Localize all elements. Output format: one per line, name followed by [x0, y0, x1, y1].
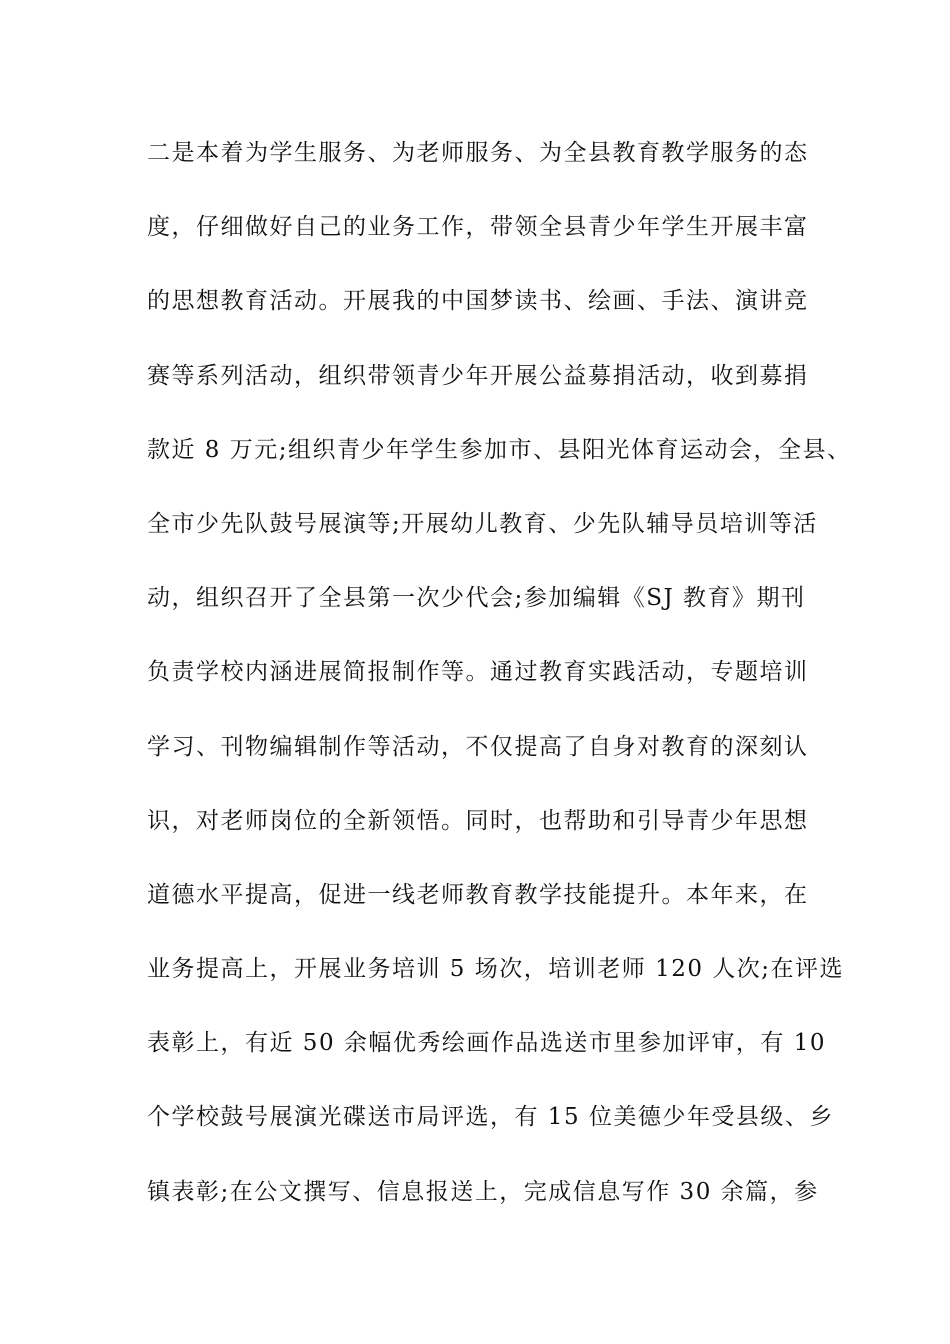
- text-line: 动，组织召开了全县第一次少代会;参加编辑《SJ 教育》期刊: [147, 585, 806, 612]
- text-line: 负责学校内涵进展简报制作等。通过教育实践活动，专题培训: [147, 659, 809, 686]
- text-line: 赛等系列活动，组织带领青少年开展公益募捐活动，收到募捐: [147, 362, 809, 389]
- text-line: 表彰上，有近 50 余幅优秀绘画作品选送市里参加评审，有 10: [147, 1030, 826, 1057]
- text-line: 度，仔细做好自己的业务工作，带领全县青少年学生开展丰富: [147, 214, 809, 241]
- body-paragraph: [147, 130, 852, 1243]
- text-line: 识，对老师岗位的全新领悟。同时，也帮助和引导青少年思想: [147, 807, 809, 834]
- text-line: 镇表彰;在公文撰写、信息报送上，完成信息写作 30 余篇，参: [147, 1178, 819, 1205]
- text-line: 二是本着为学生服务、为老师服务、为全县教育教学服务的态: [147, 140, 809, 166]
- text-line: 的思想教育活动。开展我的中国梦读书、绘画、手法、演讲竞: [147, 288, 809, 315]
- text-line: 全市少先队鼓号展演等;开展幼儿教育、少先队辅导员培训等活: [147, 510, 818, 537]
- text-line: 个学校鼓号展演光碟送市局评选，有 15 位美德少年受县级、乡: [147, 1104, 834, 1131]
- text-line: 业务提高上，开展业务培训 5 场次，培训老师 120 人次;在评选: [147, 956, 845, 983]
- text-line: 道德水平提高，促进一线老师教育教学技能提升。本年来，在: [147, 881, 809, 908]
- text-line: 款近 8 万元;组织青少年学生参加市、县阳光体育运动会，全县、: [147, 436, 852, 463]
- text-line: 学习、刊物编辑制作等活动，不仅提高了自身对教育的深刻认: [147, 733, 809, 760]
